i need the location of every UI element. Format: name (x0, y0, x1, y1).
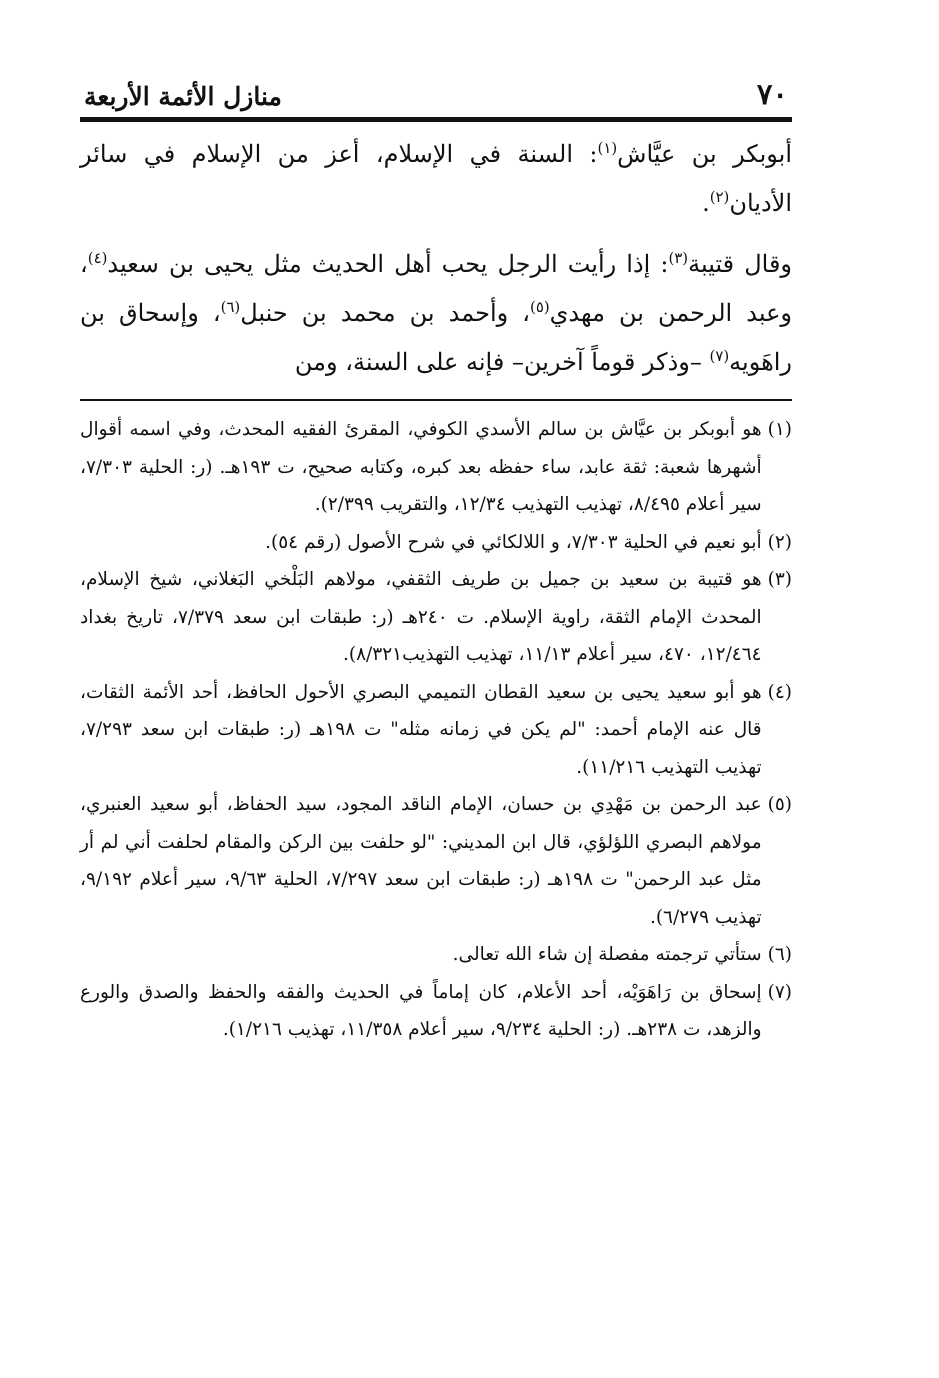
footnote-text: إسحاق بن رَاهَوَيْه، أحد الأعلام، كان إماماً في الحديث والفقه والحفظ والصدق والورع والزهد، ت ٢٣٨هـ. (ر: الحلية ٩/٢٣٤، سير أعلام ١١/٣٥٨، تهذيب ١/٢١٦). (80, 981, 762, 1040)
main-text (80, 130, 792, 387)
footnote-7 (80, 974, 792, 1049)
footnote-divider (80, 399, 792, 401)
footnote-ref-5: (٥) (530, 298, 550, 316)
footnotes (80, 411, 792, 1049)
footnote-text: هو قتيبة بن سعيد بن جميل بن طريف الثقفي، مولاهم البَلْخي البَغلاني، شيخ الإسلام، المحدث الإمام الثقة، راوية الإسلام. ت ٢٤٠هـ (ر: طبقات ابن سعد ٧/٣٧٩، تاريخ بغداد ١٢/٤٦٤، ٤٧٠، سير أعلام ١١/١٣، تهذيب التهذيب٨/٣٢١). (80, 569, 762, 665)
footnote-number: (٦) (767, 944, 792, 965)
text-segment: ، وأحمد بن محمد بن حنبل (240, 299, 531, 327)
footnote-3 (80, 561, 792, 674)
footnote-ref-2: (٢) (709, 188, 730, 206)
footnote-number: (٢) (767, 531, 792, 553)
text-segment: أبوبكر بن عيَّاش (617, 140, 792, 168)
footnote-ref-3: (٣) (668, 249, 689, 267)
text-segment: ، وعبد الرحمن بن مهدي (80, 250, 793, 327)
page-number: ٧٠ (756, 77, 788, 111)
footnote-ref-1: (١) (597, 139, 618, 157)
footnote-number: (٧) (767, 981, 792, 1003)
paragraph-1 (80, 130, 792, 228)
running-title: منازل الأئمة الأربعة (84, 82, 282, 111)
footnote-5 (80, 786, 792, 936)
footnote-1 (80, 411, 792, 524)
footnote-text: هو أبوبكر بن عيَّاش بن سالم الأسدي الكوفي، المقرئ الفقيه المحدث، وفي اسمه أقوال أشهرها شعبة: ثقة عابد، ساء حفظه بعد كبره، وكتابه صحيح، ت ١٩٣هـ. (ر: الحلية ٧/٣٠٣، سير أعلام ٨/٤٩٥، تهذيب التهذيب ١٢/٣٤، والتقريب ٢/٣٩٩). (80, 419, 762, 515)
footnote-number: (١) (767, 419, 792, 440)
footnote-text: هو أبو سعيد يحيى بن سعيد القطان التميمي البصري الأحول الحافظ، أحد الأئمة الثقات، قال عنه الإمام أحمد: "لم يكن في زمانه مثله" ت ١٩٨هـ (ر: طبقات ابن سعد ٧/٢٩٣، تهذيب التهذيب ١١/٢١٦). (80, 681, 762, 778)
paragraph-2 (80, 240, 792, 387)
page-header (80, 78, 792, 122)
text-segment: . (702, 189, 710, 217)
footnote-ref-4: (٤) (87, 249, 108, 267)
text-segment: –وذكر قوماً آخرين– فإنه على السنة، ومن (294, 348, 710, 376)
footnote-ref-6: (٦) (220, 298, 241, 316)
book-page (80, 78, 792, 1049)
text-segment: ، وإسحاق بن راهَويه (80, 299, 792, 376)
text-segment: : إذا رأيت الرجل يحب أهل الحديث مثل يحيى بن سعيد (107, 250, 669, 278)
text-segment: وقال قتيبة (688, 250, 793, 278)
footnote-2 (80, 524, 792, 562)
footnote-text: ستأتي ترجمته مفصلة إن شاء الله تعالى. (452, 944, 762, 965)
footnote-number: (٥) (767, 794, 792, 815)
footnote-text: أبو نعيم في الحلية ٧/٣٠٣، و اللالكائي في شرح الأصول (رقم ٥٤). (265, 531, 762, 553)
footnote-number: (٣) (767, 569, 792, 590)
footnote-4 (80, 674, 792, 787)
footnote-number: (٤) (767, 681, 792, 703)
footnote-ref-7: (٧) (709, 347, 730, 365)
text-segment: : السنة في الإسلام، أعز من الإسلام في سائر الأديان (80, 140, 792, 217)
footnote-text: عبد الرحمن بن مَهْدِي بن حسان، الإمام الناقد المجود، سيد الحفاظ، أبو سعيد العنبري، مولاهم البصري اللؤلؤي، قال ابن المديني: "لو حلفت بين الركن والمقام لحلفت أني لم أر مثل عبد الرحمن" ت ١٩٨هـ (ر: طبقات ابن سعد ٧/٢٩٧، الحلية ٩/٦٣، سير أعلام ٩/١٩٢، تهذيب ٦/٢٧٩). (80, 794, 762, 928)
footnote-6 (80, 936, 792, 974)
